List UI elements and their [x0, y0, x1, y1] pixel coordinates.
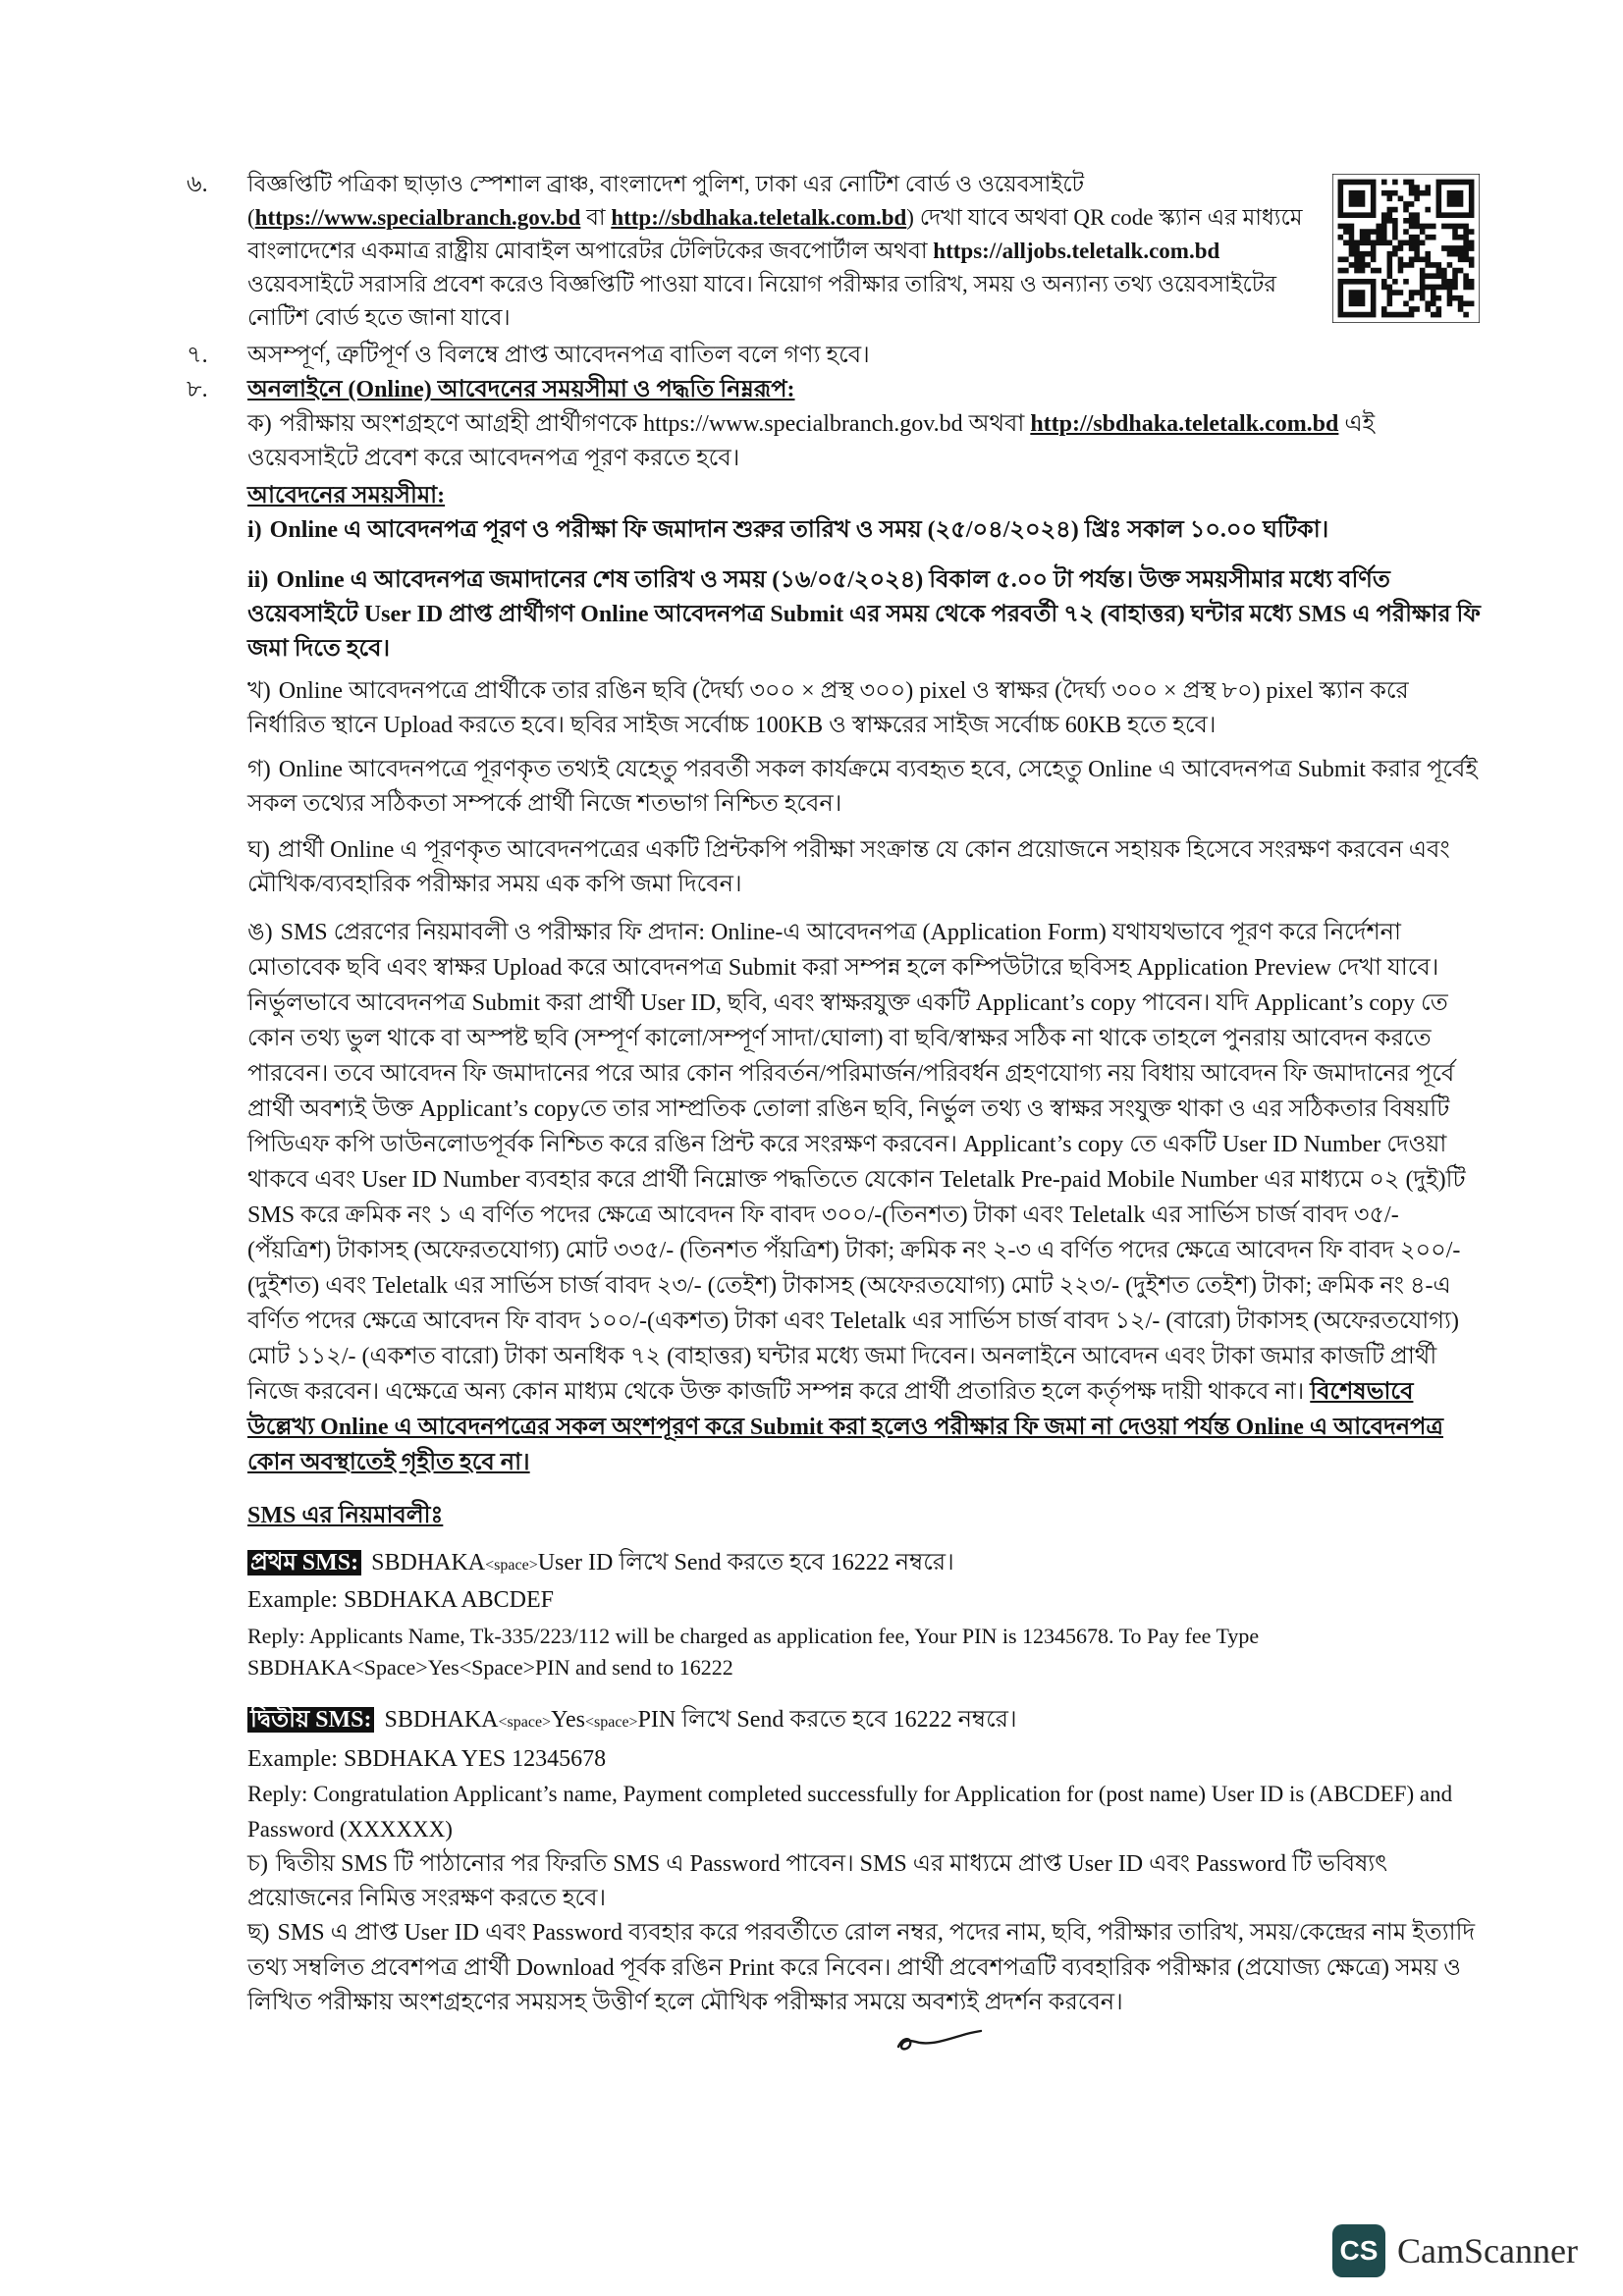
deadline-start-text: Online এ আবেদনপত্র পূরণ ও পরীক্ষা ফি জমাদান শুরুর তারিখ ও সময় (২৫/০৪/২০২৪) খ্রিঃ সকাল ১০.০০ ঘটিকা।	[269, 517, 1329, 543]
clause-text: Online আবেদনপত্রে পূরণকৃত তথ্যই যেহেতু পরবর্তী সকল কার্যক্রমে ব্যবহৃত হবে, সেহেতু Online এ আবেদনপত্র Submit করার পূর্বেই সকল তথ্যের সঠিকতা সম্পর্কে প্রার্থী নিজে শতভাগ নিশ্চিত হবেন।	[247, 757, 1478, 817]
clause-marker: ঘ)	[247, 837, 270, 863]
clause-marker: চ)	[247, 1851, 268, 1877]
clause-chha	[247, 1916, 1485, 2021]
item-6-text	[247, 168, 1304, 335]
clause-marker: ii)	[247, 567, 269, 593]
sms-yes: Yes	[551, 1707, 585, 1733]
text-segment: বিজ্ঞপ্তিটি পত্রিকা ছাড়াও স্পেশাল ব্রাঞ্চ, বাংলাদেশ পুলিশ, ঢাকা এর নোটিশ বোর্ড ও ওয়েবসাইটে (	[247, 172, 1085, 230]
item-8	[187, 373, 1492, 407]
second-sms-example: Example: SBDHAKA YES 12345678	[247, 1746, 607, 1772]
item-7-text: অসম্পূর্ণ, ত্রুটিপূর্ণ ও বিলম্বে প্রাপ্ত আবেদনপত্র বাতিল বলে গণ্য হবে।	[247, 343, 870, 368]
first-sms-instruction	[247, 1546, 1485, 1582]
clause-kha	[247, 674, 1485, 743]
clause-text: Online আবেদনপত্রে প্রার্থীকে তার রঙিন ছবি (দৈর্ঘ্য ৩০০ × প্রস্থ ৩০০) pixel ও স্বাক্ষর (দৈর্ঘ্য ৩০০ × প্রস্থ ৮০) pixel স্ক্যান করে নির্ধারিত স্থানে Upload করতে হবে। ছবির সাইজ সর্বোচ্চ 100KB ও স্বাক্ষরের সাইজ সর্বোচ্চ 60KB হতে হবে।	[247, 678, 1409, 738]
text-segment: ) দেখা যাবে অথবা QR code স্ক্যান এর মাধ্যমে বাংলাদেশের একমাত্র রাষ্ট্রীয় মোবাইল অপারেটর টেলিটকের জবপোর্টাল অথবা	[247, 205, 1303, 263]
camscanner-brand: CamScanner	[1397, 2231, 1578, 2270]
deadline-end	[247, 563, 1485, 667]
alljobs-url: https://alljobs.teletalk.com.bd	[933, 239, 1220, 263]
space-placeholder: <space>	[498, 1714, 552, 1731]
clause-cha	[247, 1847, 1485, 1916]
signature	[891, 2025, 989, 2060]
sbdhaka-teletalk-url: http://sbdhaka.teletalk.com.bd	[1030, 411, 1339, 437]
clause-marker: গ)	[247, 757, 271, 782]
deadline-heading: আবেদনের সময়সীমা:	[247, 483, 446, 508]
sms-code: SBDHAKA	[371, 1550, 486, 1575]
item-number: ৮.	[187, 377, 208, 402]
item-6	[187, 168, 1492, 335]
clause-unga	[247, 915, 1485, 1480]
first-sms-label: প্রথম SMS:	[247, 1550, 361, 1575]
sms-rules-heading: SMS এর নিয়মাবলীঃ	[247, 1503, 444, 1528]
clause-ka	[247, 407, 1485, 476]
space-placeholder: <space>	[585, 1714, 638, 1731]
item-8-heading: অনলাইনে (Online) আবেদনের সময়সীমা ও পদ্ধতি নিম্নরূপ:	[247, 377, 795, 402]
clause-text: দ্বিতীয় SMS টি পাঠানোর পর ফিরতি SMS এ Password পাবেন। SMS এর মাধ্যমে প্রাপ্ত User ID এবং Password টি ভবিষ্যৎ প্রয়োজনের নিমিত্ত সংরক্ষণ করতে হবে।	[247, 1851, 1388, 1911]
sms-code: SBDHAKA	[384, 1707, 499, 1733]
specialbranch-url: https://www.specialbranch.gov.bd	[643, 411, 963, 437]
clause-text: প্রার্থী Online এ পূরণকৃত আবেদনপত্রের একটি প্রিন্টকপি পরীক্ষা সংক্রান্ত যে কোন প্রয়োজনে সহায়ক হিসেবে সংরক্ষণ করবেন এবং মৌখিক/ব্যবহারিক পরীক্ষার সময় এক কপি জমা দিবেন।	[247, 837, 1450, 897]
second-sms-reply: Reply: Congratulation Applicant’s name, Payment completed successfully for Application for (post name) User ID is (ABCDEF) and Password (XXXXXX)	[247, 1782, 1453, 1842]
space-placeholder: <space>	[485, 1557, 538, 1574]
camscanner-logo-icon: CS	[1332, 2224, 1385, 2277]
item-number: ৭.	[187, 343, 208, 368]
document-body	[187, 168, 1492, 2060]
important-notice: বিশেষভাবে উল্লেখ্য Online এ আবেদনপত্রের সকল অংশপূরণ করে Submit করা হলেও পরীক্ষার ফি জমা না দেওয়া পর্যন্ত Online এ আবেদনপত্র কোন অবস্থাতেই গৃহীত হবে না।	[247, 1379, 1444, 1475]
sbdhaka-teletalk-url: http://sbdhaka.teletalk.com.bd	[611, 205, 907, 230]
clause-gha	[247, 833, 1485, 902]
clause-marker: i)	[247, 517, 262, 543]
text-segment: এই ওয়েবসাইটে প্রবেশ করে আবেদনপত্র পূরণ করতে হবে।	[247, 411, 1376, 471]
clause-marker: ক)	[247, 411, 272, 437]
signature-stroke	[898, 2031, 981, 2049]
clause-ga	[247, 753, 1485, 822]
deadline-start	[247, 513, 1485, 548]
clause-marker: ঙ)	[247, 920, 273, 945]
text-segment: ওয়েবসাইটে সরাসরি প্রবেশ করেও বিজ্ঞপ্তিটি পাওয়া যাবে। নিয়োগ পরীক্ষার তারিখ, সময় ও অন্যান্য তথ্য ওয়েবসাইটের নোটিশ বোর্ড হতে জানা যাবে।	[247, 272, 1276, 330]
second-sms-instruction	[247, 1703, 1485, 1739]
text-segment: বা	[580, 205, 612, 230]
first-sms-example: Example: SBDHAKA ABCDEF	[247, 1587, 555, 1613]
first-sms-reply: Reply: Applicants Name, Tk-335/223/112 will be charged as application fee, Your PIN is 12345678. To Pay fee Type SBDHAKA<Space>Yes<Space>PIN and send to 16222	[247, 1624, 1260, 1680]
sms-instruction-text: PIN লিখে Send করতে হবে 16222 নম্বরে।	[637, 1707, 1017, 1733]
item-7	[187, 339, 1492, 373]
clause-text: SMS প্রেরণের নিয়মাবলী ও পরীক্ষার ফি প্রদান: Online-এ আবেদনপত্র (Application Form) যথাযথভাবে পূরণ করে নির্দেশনা মোতাবেক ছবি এবং স্বাক্ষর Upload করে আবেদনপত্র Submit করা সম্পন্ন হলে কম্পিউটারে ছবিসহ Application Preview দেখা যাবে। নির্ভুলভাবে আবেদনপত্র Submit করা প্রার্থী User ID, ছবি, এবং স্বাক্ষরযুক্ত একটি Applicant’s copy পাবেন। যদি Applicant’s copy তে কোন তথ্য ভুল থাকে বা অস্পষ্ট ছবি (সম্পূর্ণ কালো/সম্পূর্ণ সাদা/ঘোলা) বা ছবি/স্বাক্ষর সঠিক না থাকে তাহলে পুনরায় আবেদন করতে পারবেন। তবে আবেদন ফি জমাদানের পরে আর কোন পরিবর্তন/পরিমার্জন/পরিবর্ধন গ্রহণযোগ্য নয় বিধায় আবেদন ফি জমাদানের পূর্বে প্রার্থী অবশ্যই উক্ত Applicant’s copyতে তার সাম্প্রতিক তোলা রঙিন ছবি, নির্ভুল তথ্য ও স্বাক্ষর সংযুক্ত থাকা ও এর সঠিকতার বিষয়টি পিডিএফ কপি ডাউনলোডপূর্বক নিশ্চিত করে রঙিন প্রিন্ট করে সংরক্ষণ করবেন। Applicant’s copy তে একটি User ID Number দেওয়া থাকবে এবং User ID Number ব্যবহার করে প্রার্থী নিম্নোক্ত পদ্ধতিতে যেকোন Teletalk Pre-paid Mobile Number এর মাধ্যমে ০২ (দুই)টি SMS করে ক্রমিক নং ১ এ বর্ণিত পদের ক্ষেত্রে আবেদন ফি বাবদ ৩০০/-(তিনশত) টাকা এবং Teletalk এর সার্ভিস চার্জ বাবদ ৩৫/- (পঁয়ত্রিশ) টাকাসহ (অফেরতযোগ্য) মোট ৩৩৫/- (তিনশত পঁয়ত্রিশ) টাকা; ক্রমিক নং ২-৩ এ বর্ণিত পদের ক্ষেত্রে আবেদন ফি বাবদ ২০০/-(দুইশত) এবং Teletalk এর সার্ভিস চার্জ বাবদ ২৩/- (তেইশ) টাকাসহ (অফেরতযোগ্য) মোট ২২৩/- (দুইশত তেইশ) টাকা; ক্রমিক নং ৪-এ বর্ণিত পদের ক্ষেত্রে আবেদন ফি বাবদ ১০০/-(একশত) টাকা এবং Teletalk এর সার্ভিস চার্জ বাবদ ১২/- (বারো) টাকাসহ (অফেরতযোগ্য) মোট ১১২/- (একশত বারো) টাকা অনধিক ৭২ (বাহাত্তর) ঘন্টার মধ্যে জমা দিবেন। অনলাইনে আবেদন এবং টাকা জমার কাজটি প্রার্থী নিজে করবেন। এক্ষেত্রে অন্য কোন মাধ্যম থেকে উক্ত কাজটি সম্পন্ন করে প্রার্থী প্রতারিত হলে কর্তৃপক্ষ দায়ী থাকবে না।	[247, 920, 1466, 1405]
sms-instruction-text: User ID লিখে Send করতে হবে 16222 নম্বরে।	[537, 1550, 954, 1575]
clause-marker: খ)	[247, 678, 271, 704]
second-sms-label: দ্বিতীয় SMS:	[247, 1707, 374, 1733]
clause-marker: ছ)	[247, 1920, 270, 1946]
clause-text: SMS এ প্রাপ্ত User ID এবং Password ব্যবহার করে পরবর্তীতে রোল নম্বর, পদের নাম, ছবি, পরীক্ষার তারিখ, সময়/কেন্দ্রের নাম ইত্যাদি তথ্য সম্বলিত প্রবেশপত্র প্রার্থী Download পূর্বক রঙিন Print করে নিবেন। প্রার্থী প্রবেশপত্রটি ব্যবহারিক পরীক্ষার (প্রযোজ্য ক্ষেত্রে) সময় ও লিখিত পরীক্ষায় অংশগ্রহণের সময়সহ উত্তীর্ণ হলে মৌখিক পরীক্ষার সময়ে অবশ্যই প্রদর্শন করবেন।	[247, 1920, 1476, 2015]
item-number: ৬.	[187, 172, 208, 197]
specialbranch-url: https://www.specialbranch.gov.bd	[254, 205, 581, 230]
camscanner-watermark	[1332, 2224, 1578, 2277]
deadline-end-text: Online এ আবেদনপত্র জমাদানের শেষ তারিখ ও সময় (১৬/০৫/২০২৪) বিকাল ৫.০০ টা পর্যন্ত। উক্ত সময়সীমার মধ্যে বর্ণিত ওয়েবসাইটে User ID প্রাপ্ত প্রার্থীগণ Online আবেদনপত্র Submit এর সময় থেকে পরবর্তী ৭২ (বাহাত্তর) ঘন্টার মধ্যে SMS এ পরীক্ষার ফি জমা দিতে হবে।	[247, 567, 1481, 662]
text-segment: পরীক্ষায় অংশগ্রহণে আগ্রহী প্রার্থীগণকে	[279, 411, 644, 437]
text-segment: অথবা	[962, 411, 1031, 437]
